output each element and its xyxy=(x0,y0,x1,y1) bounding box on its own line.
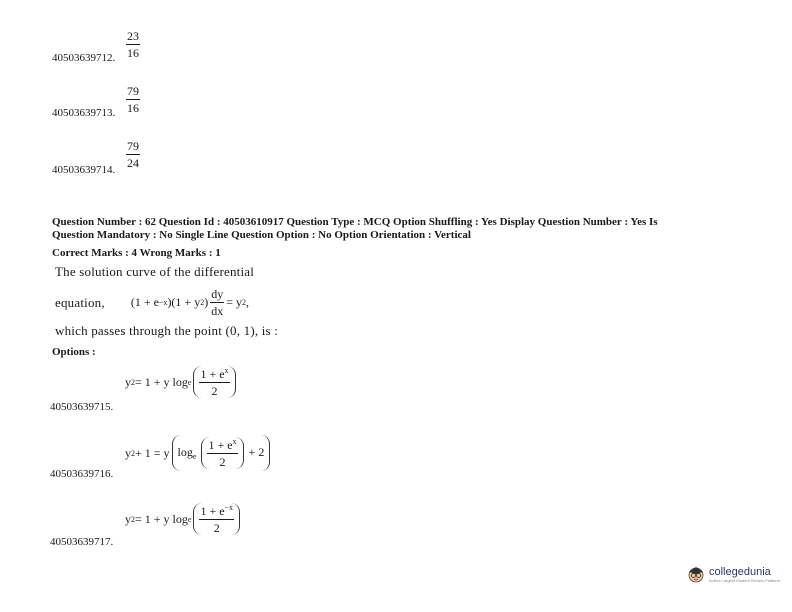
options-label: Options : xyxy=(52,346,96,358)
option-id: 40503639712. xyxy=(52,52,116,64)
logo-tagline: India's Largest Student Review Platform xyxy=(709,577,781,583)
option-3-id: 40503639717. xyxy=(50,536,114,548)
logo-text: collegedunia xyxy=(709,565,771,578)
option-3-formula: y 2 = 1 + y log e $\frac{1 + e^{-x}}{2}$ xyxy=(125,503,242,535)
fraction: $\frac{23}{16}$ xyxy=(127,29,139,60)
marks-info: Correct Marks : 4 Wrong Marks : 1 xyxy=(52,247,221,259)
question-header-line1: Question Number : 62 Question Id : 40503610917 Question Type : MCQ Option Shuffling : Yes Display Question Number : Yes Is xyxy=(52,216,658,228)
option-3-fraction: $\frac{1 + e^{-x}}{2}$ xyxy=(200,503,234,535)
question-text-line3: which passes through the point (0, 1), is : xyxy=(55,323,279,338)
dy-dx-fraction: $\frac{dy}{dx}$ xyxy=(211,287,224,318)
option-id: 40503639714. xyxy=(52,164,116,176)
option-2-formula: y 2 + 1 = y $\log_e$ $\frac{1 + e^x}{2}$ + 2 xyxy=(125,435,272,471)
question-equation-row xyxy=(55,288,249,317)
option-2-fraction: $\frac{1 + e^x}{2}$ xyxy=(208,437,237,469)
question-text-line1: The solution curve of the differential xyxy=(55,264,255,279)
option-1-formula: y 2 = 1 + y log e $\frac{1 + e^x}{2}$ xyxy=(125,366,238,398)
option-2-id: 40503639716. xyxy=(50,468,114,480)
option-id: 40503639713. xyxy=(52,107,116,119)
student-mascot-icon xyxy=(686,564,706,584)
question-header-line2: Question Mandatory : No Single Line Question Option : No Option Orientation : Vertical xyxy=(52,229,471,241)
fraction: $\frac{79}{16}$ xyxy=(127,84,139,115)
fraction: $\frac{79}{24}$ xyxy=(127,139,139,170)
collegedunia-logo xyxy=(686,564,780,584)
differential-equation: (1 + e −x )(1 + y 2 ) $\frac{dy}{dx}$ = y 2 , xyxy=(130,287,249,318)
option-1-fraction: $\frac{1 + e^x}{2}$ xyxy=(200,366,229,398)
equation-label: equation, xyxy=(55,294,105,310)
question-header xyxy=(52,216,742,242)
option-1-id: 40503639715. xyxy=(50,401,114,413)
